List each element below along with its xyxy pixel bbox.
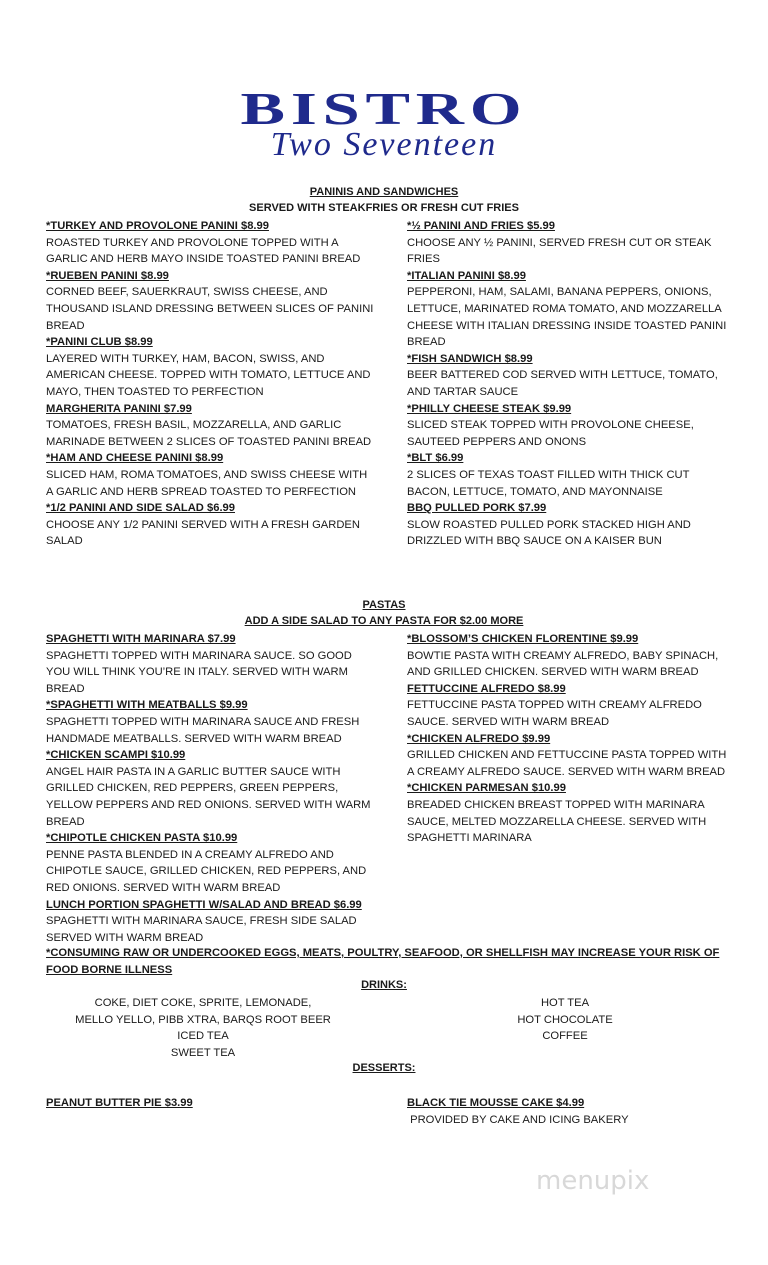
menu-item-name: *CHICKEN PARMESAN $10.99 <box>407 782 566 795</box>
dessert-item-name: PEANUT BUTTER PIE $3.99 <box>46 1097 193 1109</box>
sandwiches-heading: PANINIS AND SANDWICHES <box>309 186 459 198</box>
menu-item-name: *ITALIAN PANINI $8.99 <box>407 269 526 282</box>
menu-item-desc: CHOOSE ANY 1/2 PANINI SERVED WITH A FRESH GARDEN SALAD <box>46 518 360 548</box>
menu-item-name: MARGHERITA PANINI $7.99 <box>46 402 192 415</box>
menu-item-name: *1/2 PANINI AND SIDE SALAD $6.99 <box>46 502 235 515</box>
menu-item-desc: GRILLED CHICKEN AND FETTUCCINE PASTA TOPPED WITH A CREAMY ALFREDO SAUCE. SERVED WITH WARM BREAD <box>407 749 727 778</box>
menu-item-name: *PHILLY CHEESE STEAK $9.99 <box>407 402 572 415</box>
menu-item-name: *PANINI CLUB $8.99 <box>46 336 153 349</box>
drink-item: HOT TEA <box>540 997 590 1009</box>
drink-item: HOT CHOCOLATE <box>517 1013 613 1026</box>
menu-item-desc: CORNED BEEF, SAUERKRAUT, SWISS CHEESE, AND THOUSAND ISLAND DRESSING BETWEEN SLICES OF PANINI BREAD <box>46 286 374 332</box>
menu-item-desc: TOMATOES, FRESH BASIL, MOZZARELLA, AND GARLIC MARINADE BETWEEN 2 SLICES OF TOASTED PANINI BREAD <box>46 419 372 448</box>
menu-item-desc: BOWTIE PASTA WITH CREAMY ALFREDO, BABY SPINACH, AND GRILLED CHICKEN. SERVED WITH WARM BREAD <box>407 649 719 679</box>
menu-item-desc: BREADED CHICKEN BREAST TOPPED WITH MARINARA SAUCE, MELTED MOZZARELLA CHEESE. SERVED WITH SPAGHETTI MARINARA <box>407 798 707 845</box>
menu-item-name: FETTUCCINE ALFREDO $8.99 <box>407 682 566 695</box>
drink-item: COKE, DIET COKE, SPRITE, LEMONADE, <box>94 997 312 1009</box>
drinks-heading: DRINKS: <box>361 979 407 991</box>
menu-item-name: *SPAGHETTI WITH MEATBALLS $9.99 <box>46 699 248 712</box>
sandwiches-right-column <box>407 218 727 550</box>
menu-item-name: BBQ PULLED PORK $7.99 <box>407 502 547 515</box>
pastas-right-column <box>407 631 727 847</box>
menu-item-name: *RUEBEN PANINI $8.99 <box>46 269 169 282</box>
menu-item-name: *HAM AND CHEESE PANINI $8.99 <box>46 452 224 465</box>
desserts-heading: DESSERTS: <box>352 1062 416 1074</box>
menu-item-desc: BEER BATTERED COD SERVED WITH LETTUCE, TOMATO, AND TARTAR SAUCE <box>407 369 718 398</box>
watermark-logo: menupix <box>536 1166 650 1196</box>
sandwiches-left-column <box>46 218 376 550</box>
drink-item: SWEET TEA <box>170 1046 236 1059</box>
drink-item: COFFEE <box>542 1030 588 1043</box>
dessert-right <box>407 1095 629 1128</box>
logo-title: BISTRO <box>240 83 528 134</box>
pastas-heading: PASTAS <box>362 599 406 611</box>
menu-item-desc: SLOW ROASTED PULLED PORK STACKED HIGH AND DRIZZLED WITH BBQ SAUCE ON A KAISER BUN <box>407 518 691 548</box>
menu-item-desc: SLICED STEAK TOPPED WITH PROVOLONE CHEESE, SAUTEED PEPPERS AND ONONS <box>407 419 694 448</box>
drink-item: ICED TEA <box>177 1030 229 1043</box>
drinks-right-list <box>440 995 690 1045</box>
menu-item-desc: CHOOSE ANY ½ PANINI, SERVED FRESH CUT OR STEAK FRIES <box>407 236 712 266</box>
menu-item-name: *BLT $6.99 <box>407 452 464 465</box>
dessert-left <box>46 1095 193 1112</box>
menu-item-desc: SPAGHETTI WITH MARINARA SAUCE, FRESH SIDE SALAD SERVED WITH WARM BREAD <box>46 915 357 944</box>
logo-subtitle: Two Seventeen <box>270 126 498 163</box>
menu-item-name: LUNCH PORTION SPAGHETTI W/SALAD AND BREAD $6.99 <box>46 898 362 911</box>
dessert-item-desc: PROVIDED BY CAKE AND ICING BAKERY <box>407 1113 629 1126</box>
sandwiches-subheading: SERVED WITH STEAKFRIES OR FRESH CUT FRIES <box>249 202 519 214</box>
drink-item: MELLO YELLO, PIBB XTRA, BARQS ROOT BEER <box>75 1013 331 1026</box>
menu-item-desc: ROASTED TURKEY AND PROVOLONE TOPPED WITH A GARLIC AND HERB MAYO INSIDE TOASTED PANINI BREAD <box>46 236 361 266</box>
dessert-item-name: BLACK TIE MOUSSE CAKE $4.99 <box>407 1097 585 1109</box>
menu-item-name: *TURKEY AND PROVOLONE PANINI $8.99 <box>46 220 269 232</box>
menu-item-name: *½ PANINI AND FRIES $5.99 <box>407 220 555 232</box>
pastas-subheading: ADD A SIDE SALAD TO ANY PASTA FOR $2.00 MORE <box>244 615 524 627</box>
menu-item-name: *CHIPOTLE CHICKEN PASTA $10.99 <box>46 832 238 845</box>
menu-item-desc: SLICED HAM, ROMA TOMATOES, AND SWISS CHEESE WITH A GARLIC AND HERB SPREAD TOASTED TO PERFECTION <box>46 468 368 498</box>
menu-item-name: SPAGHETTI WITH MARINARA $7.99 <box>46 633 236 645</box>
menu-item-name: *CHICKEN SCAMPI $10.99 <box>46 749 186 762</box>
menu-item-desc: ANGEL HAIR PASTA IN A GARLIC BUTTER SAUCE WITH GRILLED CHICKEN, RED PEPPERS, GREEN PEPPERS, YELLOW PEPPERS AND RED ONIONS. SERVED WITH WARM BREAD <box>46 765 371 828</box>
menu-item-desc: SPAGHETTI TOPPED WITH MARINARA SAUCE AND FRESH HANDMADE MEATBALLS. SERVED WITH WARM BREAD <box>46 715 360 745</box>
pastas-left-column <box>46 631 376 946</box>
menu-item-name: *FISH SANDWICH $8.99 <box>407 352 533 365</box>
drinks-left-list <box>46 995 360 1061</box>
menu-item-name: *BLOSSOM’S CHICKEN FLORENTINE $9.99 <box>407 633 639 645</box>
menu-item-desc: PEPPERONI, HAM, SALAMI, BANANA PEPPERS, ONIONS, LETTUCE, MARINATED ROMA TOMATO, AND MOZZARELLA CHEESE WITH ITALIAN DRESSING INSIDE TOASTED PANINI BREAD <box>407 286 727 349</box>
menu-item-name: *CHICKEN ALFREDO $9.99 <box>407 732 551 745</box>
menu-item-desc: FETTUCCINE PASTA TOPPED WITH CREAMY ALFREDO SAUCE. SERVED WITH WARM BREAD <box>407 699 702 728</box>
menu-item-desc: 2 SLICES OF TEXAS TOAST FILLED WITH THICK CUT BACON, LETTUCE, TOMATO, AND MAYONNAISE <box>407 468 690 498</box>
menu-item-desc: PENNE PASTA BLENDED IN A CREAMY ALFREDO AND CHIPOTLE SAUCE, GRILLED CHICKEN, RED PEPPERS, AND RED ONIONS. SERVED WITH WARM BREAD <box>46 848 367 894</box>
menu-item-desc: SPAGHETTI TOPPED WITH MARINARA SAUCE. SO GOOD YOU WILL THINK YOU’RE IN ITALY. SERVED WITH WARM BREAD <box>46 649 352 695</box>
menu-item-desc: LAYERED WITH TURKEY, HAM, BACON, SWISS, AND AMERICAN CHEESE. TOPPED WITH TOMATO, LETTUCE AND MAYO, THEN TOASTED TO PERFECTION <box>46 352 371 398</box>
food-safety-warning: *CONSUMING RAW OR UNDERCOOKED EGGS, MEATS, POULTRY, SEAFOOD, OR SHELLFISH MAY INCREASE YOUR RISK OF FOOD BORNE ILLNESS <box>46 947 720 976</box>
